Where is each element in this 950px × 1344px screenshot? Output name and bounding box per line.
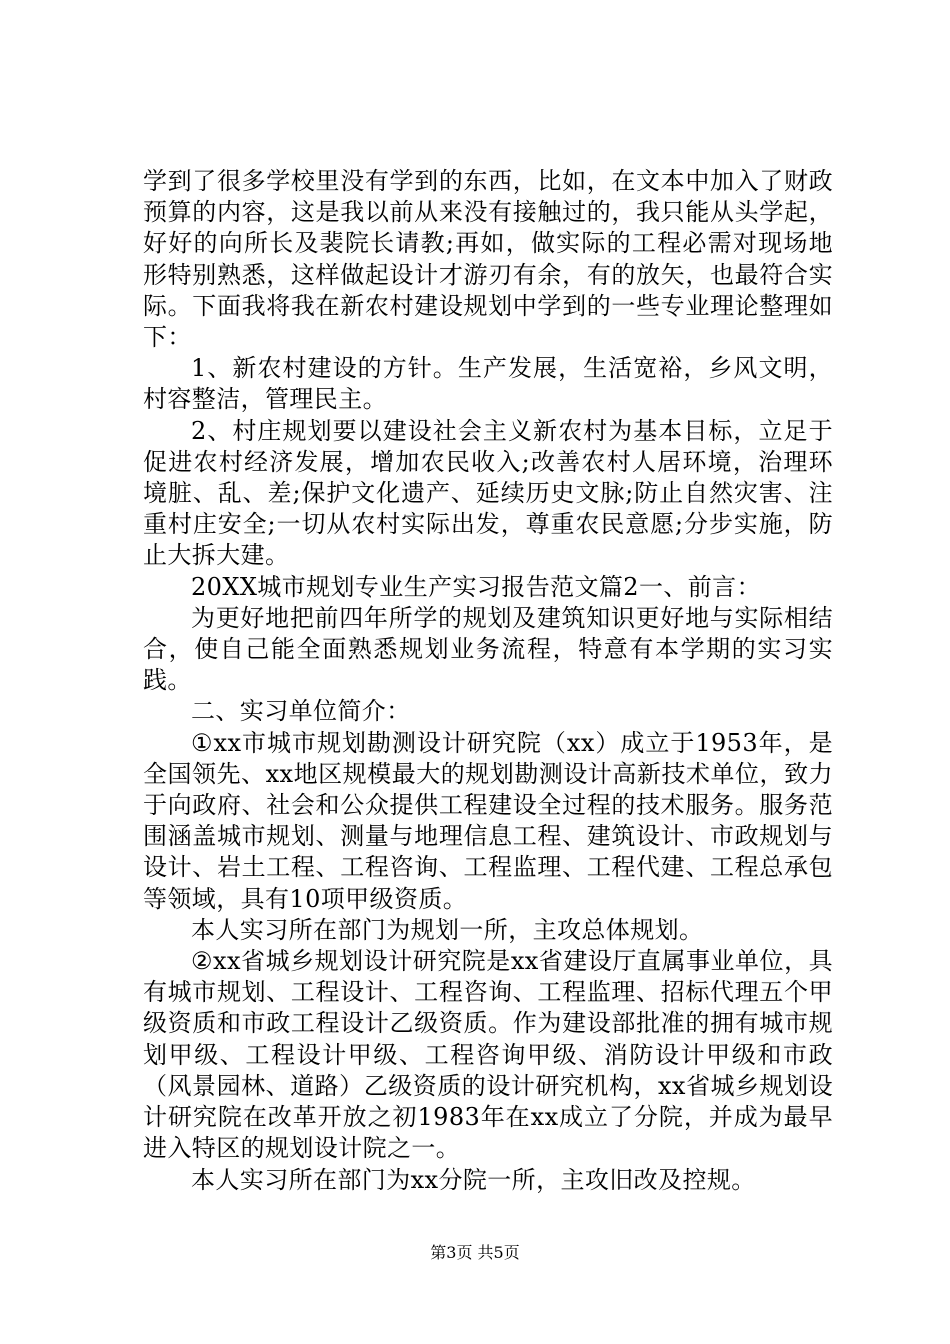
- section-heading: 二、实习单位简介：: [191, 697, 411, 726]
- body-paragraph: 1、新农村建设的方针。生产发展，生活宽裕，乡风文明，村容整洁，管理民主。: [143, 354, 833, 414]
- body-paragraph: 2、村庄规划要以建设社会主义新农村为基本目标，立足于促进农村经济发展，增加农民收入;改善农村人居环境，治理环境脏、乱、差;保护文化遗产、延续历史文脉;防止自然灾害、注重村庄安全;一切从农村实际出发，尊重农民意愿;分步实施，防止大拆大建。: [143, 416, 833, 570]
- body-paragraph: 学到了很多学校里没有学到的东西，比如，在文本中加入了财政预算的内容，这是我以前从来没有接触过的，我只能从头学起，好好的向所长及裴院长请教;再如，做实际的工程必需对现场地形特别熟悉，这样做起设计才游刃有余，有的放矢，也最符合实际。下面我将我在新农村建设规划中学到的一些专业理论整理如下：: [143, 167, 833, 352]
- section-heading: 20XX城市规划专业生产实习报告范文篇2一、前言：: [191, 572, 761, 601]
- body-paragraph: 为更好地把前四年所学的规划及建筑知识更好地与实际相结合，使自己能全面熟悉规划业务流程，特意有本学期的实习实践。: [143, 603, 833, 695]
- body-paragraph: 本人实习所在部门为xx分院一所，主攻旧改及控规。: [191, 1165, 756, 1194]
- body-paragraph: ②xx省城乡规划设计研究院是xx省建设厅直属事业单位，具有城市规划、工程设计、工程咨询、工程监理、招标代理五个甲级资质和市政工程设计乙级资质。作为建设部批准的拥有城市规划甲级、工程设计甲级、工程咨询甲级、消防设计甲级和市政（风景园林、道路）乙级资质的设计研究机构，xx省城乡规划设计研究院在改革开放之初1983年在xx成立了分院，并成为最早进入特区的规划设计院之一。: [143, 947, 833, 1163]
- document-body: [143, 166, 833, 1196]
- page-number-footer: 第3页 共5页: [430, 1243, 520, 1262]
- body-paragraph: ①xx市城市规划勘测设计研究院（xx）成立于1953年，是全国领先、xx地区规模最大的规划勘测设计高新技术单位，致力于向政府、社会和公众提供工程建设全过程的技术服务。服务范围涵盖城市规划、测量与地理信息工程、建筑设计、市政规划与设计、岩土工程、工程咨询、工程监理、工程代建、工程总承包等领域，具有10项甲级资质。: [143, 728, 833, 913]
- body-paragraph: 本人实习所在部门为规划一所，主攻总体规划。: [191, 915, 704, 944]
